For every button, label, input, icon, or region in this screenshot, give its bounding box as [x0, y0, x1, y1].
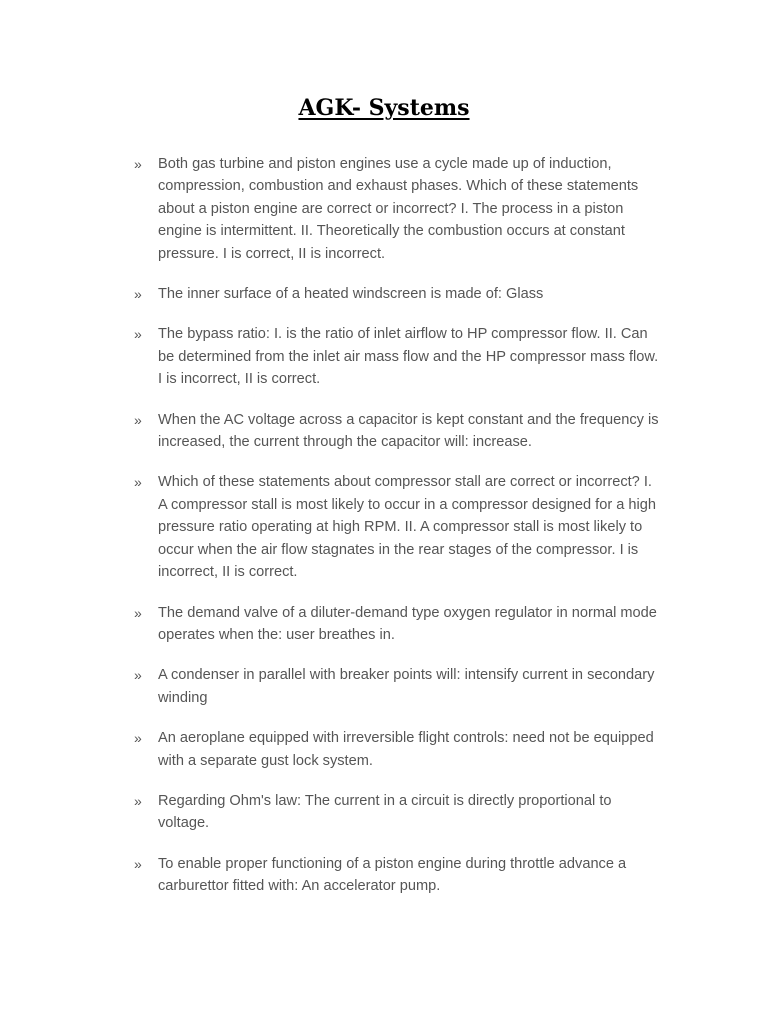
bullet-icon: » [134, 667, 142, 684]
bullet-icon: » [134, 604, 142, 621]
bullet-icon: » [134, 156, 142, 172]
list-item [134, 602, 664, 647]
bullet-icon: » [134, 855, 142, 872]
list-item [134, 727, 664, 772]
list-item-text: The demand valve of a diluter-demand type oxygen regulator in normal mode operates when the: user breathes in. [158, 604, 657, 643]
bullet-icon: » [134, 411, 142, 428]
list-item-text: To enable proper functioning of a piston engine during throttle advance a carburettor fitted with: An accelerator pump. [158, 855, 627, 895]
list-item [134, 153, 664, 265]
list-item-text: When the AC voltage across a capacitor is kept constant and the frequency is increased, the current through the capacitor will: increase. [158, 411, 659, 451]
bullet-icon: » [134, 730, 142, 747]
list-item-text: The bypass ratio: I. is the ratio of inlet airflow to HP compressor flow. II. Can be determined from the inlet air mass flow and the HP compressor mass flow. I is incorrect, II is correct. [158, 326, 659, 388]
qa-list [134, 153, 664, 916]
bullet-icon: » [134, 792, 142, 809]
bullet-icon: » [134, 286, 142, 303]
list-item-text: Which of these statements about compressor stall are correct or incorrect? I. A compressor stall is most likely to occur in a compressor designed for a high pressure ratio operating at high RPM. II. A compressor stall is most likely to occur when the air flow stagnates in the rear stages of the compressor. I is incorrect, II is correct. [158, 474, 657, 581]
list-item-text: Both gas turbine and piston engines use a cycle made up of induction, compression, combustion and exhaust phases. Which of these statements about a piston engine are correct or incorrect? I. The process in a piston engine is intermittent. II. Theoretically the combustion occurs at constant pressure. I is correct, II is incorrect. [158, 156, 639, 262]
list-item [134, 853, 664, 898]
list-item [134, 409, 664, 454]
list-item-text: An aeroplane equipped with irreversible flight controls: need not be equipped with a separate gust lock system. [158, 730, 654, 769]
list-item [134, 323, 664, 390]
bullet-icon: » [134, 326, 142, 343]
list-item-text: A condenser in parallel with breaker points will: intensify current in secondary winding [158, 667, 655, 706]
list-item [134, 664, 664, 709]
list-item-text: Regarding Ohm's law: The current in a circuit is directly proportional to voltage. [158, 792, 612, 832]
list-item [134, 471, 664, 583]
list-item [134, 283, 664, 305]
bullet-icon: » [134, 474, 142, 491]
list-item-text: The inner surface of a heated windscreen is made of: Glass [158, 286, 544, 303]
page-title: AGK- Systems [298, 95, 470, 121]
list-item [134, 790, 664, 835]
